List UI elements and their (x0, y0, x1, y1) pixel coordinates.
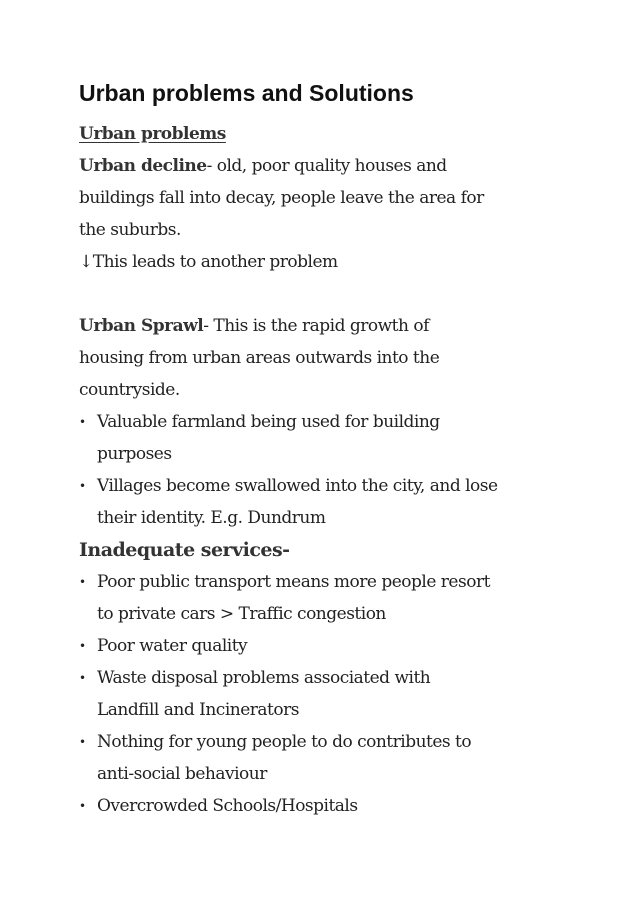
bullet-text-line-1: Nothing for young people to do contributes to (97, 732, 472, 752)
document-body (79, 118, 579, 822)
section-heading: Urban problems (79, 124, 226, 144)
bullet-text-line-2: Landfill and Incinerators (97, 700, 299, 720)
bullet-icon: • (79, 639, 86, 653)
sprawl-bullet-item (79, 470, 579, 534)
bullet-icon: • (79, 575, 86, 589)
services-bullet-item (79, 566, 579, 630)
bullet-text-line-1: Waste disposal problems associated with (97, 668, 431, 688)
bullet-icon: • (79, 735, 86, 749)
sprawl-bullet-item (79, 406, 579, 470)
bullet-text-line-1: Overcrowded Schools/Hospitals (97, 796, 358, 816)
bullet-text-line-1: Valuable farmland being used for building (97, 412, 440, 432)
bullet-text-line-1: Poor public transport means more people resort (97, 572, 490, 592)
page-title: Urban problems and Solutions (79, 80, 414, 106)
bullet-icon: • (79, 799, 86, 813)
bullet-text-line-2: anti-social behaviour (97, 764, 267, 784)
paragraph-spacer (79, 278, 579, 310)
bullet-text-line-2: to private cars > Traffic congestion (97, 604, 386, 624)
sprawl-line-1 (79, 310, 579, 342)
services-bullet-item (79, 790, 579, 822)
bullet-text-line-1: Villages become swallowed into the city, and lose (97, 476, 498, 496)
decline-term: Urban decline (79, 156, 207, 176)
bullet-text-line-2: their identity. E.g. Dundrum (97, 508, 326, 528)
bullet-text-line-2: purposes (97, 444, 172, 464)
decline-text-1: - old, poor quality houses and (206, 156, 447, 176)
services-bullet-item (79, 662, 579, 726)
bullet-icon: • (79, 479, 86, 493)
bullet-icon: • (79, 415, 86, 429)
decline-text-2: buildings fall into decay, people leave the area for (79, 188, 484, 208)
sprawl-term: Urban Sprawl (79, 316, 204, 336)
arrow-line: ↓This leads to another problem (79, 252, 338, 272)
services-bullet-item (79, 726, 579, 790)
services-bullet-item (79, 630, 579, 662)
services-heading: Inadequate services- (79, 539, 290, 561)
sprawl-text-2: housing from urban areas outwards into the (79, 348, 440, 368)
decline-text-3: the suburbs. (79, 220, 181, 240)
bullet-text-line-1: Poor water quality (97, 636, 248, 656)
sprawl-text-3: countryside. (79, 380, 180, 400)
bullet-icon: • (79, 671, 86, 685)
decline-line-1 (79, 150, 579, 182)
sprawl-text-1: - This is the rapid growth of (203, 316, 429, 336)
